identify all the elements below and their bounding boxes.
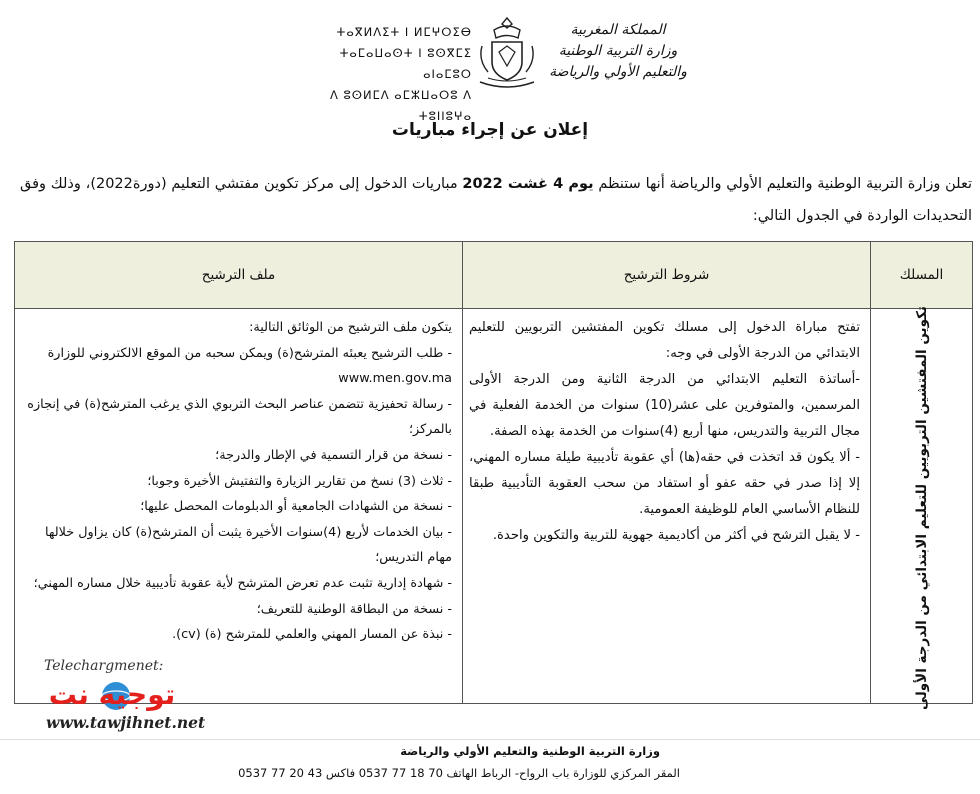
watermark-url[interactable]: www.tawjihnet.net bbox=[46, 713, 206, 732]
tawjihnet-logo bbox=[42, 676, 182, 716]
header-track: المسلك bbox=[871, 242, 973, 309]
intro-text-1: تعلن وزارة التربية الوطنية والتعليم الأولي والرياضة أنها ستنظم bbox=[593, 176, 973, 192]
royal-emblem-icon bbox=[472, 12, 542, 92]
header-file: ملف الترشيح bbox=[15, 242, 463, 309]
file-item: - نسخة من الشهادات الجامعية أو الدبلومات المحصل عليها؛ bbox=[140, 499, 452, 515]
file-item: - رسالة تحفيزية تتضمن عناصر البحث التربوي الذي يرغب المترشح(ة) في إنجازه بالمركز؛ bbox=[27, 396, 452, 438]
file-item: - طلب الترشيح يعبئه المترشح(ة) ويمكن سحبه من الموقع الالكتروني للوزارة www.men.gov.ma bbox=[47, 345, 452, 387]
ministry-header-tifinagh bbox=[322, 22, 472, 127]
track-name: تكوين المفتشين التربويين للتعليم الابتدائي من الدرجة الأولى bbox=[913, 306, 930, 710]
header-line-1: المملكة المغربية bbox=[570, 22, 666, 38]
track-cell bbox=[871, 306, 973, 710]
footer-address: المقر المركزي للوزارة باب الرواح- الرباط الهاتف 70 18 77 0537 فاكس 43 20 77 0537 bbox=[238, 766, 680, 780]
tifinagh-line-2: ⵜⴰⵎⴰⵡⴰⵙⵜ ⵏ ⵓⵙⴳⵎⵉ ⴰⵏⴰⵎⵓⵔ bbox=[339, 46, 472, 81]
condition-item: - ألا يكون قد اتخذت في حقه(ها) أي عقوبة تأديبية طيلة مساره المهني، إلا إذا صدر في حقه عفو أو استفاد من سحب العقوبة التأديبية طبقا للنظام الأساسي العام للوظيفة العمومية. bbox=[469, 450, 860, 517]
file-cell bbox=[15, 309, 463, 704]
tifinagh-line-1: ⵜⴰⴳⵍⴷⵉⵜ ⵏ ⵍⵎⵖⵔⵉⴱ bbox=[336, 25, 472, 39]
file-item: - نبذة عن المسار المهني والعلمي للمترشح (ة) (cv). bbox=[172, 627, 452, 643]
intro-text-2: مباريات الدخول إلى مركز تكوين مفتشي التعليم (دورة2022)، وذلك وفق التحديدات الواردة في الجدول التالي: bbox=[20, 176, 972, 224]
conditions-cell bbox=[463, 309, 871, 704]
file-item: - بيان الخدمات لأربع (4)سنوات الأخيرة يثبت أن المترشح(ة) كان يزاول خلالها مهام التدريس؛ bbox=[44, 524, 452, 566]
file-item: - شهادة إدارية تثبت عدم تعرض المترشح لأية عقوبة تأديبية خلال مساره المهني؛ bbox=[33, 575, 452, 591]
announcement-title: إعلان عن إجراء مباريات bbox=[391, 120, 589, 140]
table-header-row bbox=[15, 242, 973, 309]
file-item: يتكون ملف الترشيح من الوثائق التالية: bbox=[249, 320, 452, 335]
header-conditions: شروط الترشيح bbox=[463, 242, 871, 309]
requirements-table bbox=[14, 241, 973, 710]
tifinagh-line-3: ⴷ ⵓⵙⵍⵎⴷ ⴰⵎⵣⵡⴰⵔⵓ ⴷ ⵜⵓⵏⵏⵓⵖⴰ bbox=[330, 88, 472, 123]
table-row bbox=[15, 309, 973, 704]
header-line-2: وزارة التربية الوطنية bbox=[558, 43, 678, 59]
header-line-3: والتعليم الأولي والرياضة bbox=[549, 64, 687, 80]
logo-text: توجيه نت bbox=[48, 678, 176, 711]
footer-ministry: وزارة التربية الوطنية والتعليم الأولي والرياضة bbox=[400, 744, 660, 758]
condition-item: تفتح مباراة الدخول إلى مسلك تكوين المفتشين التربويين للتعليم الابتدائي من الدرجة الأولى في وجه: bbox=[469, 320, 860, 361]
condition-item: - لا يقبل الترشح في أكثر من أكاديمية جهوية للتربية والتكوين واحدة. bbox=[492, 528, 860, 543]
condition-item: -أساتذة التعليم الابتدائي من الدرجة الثانية ومن الدرجة الأولى المرسمين، والمتوفرين على عشر(10) سنوات من الخدمة الفعلية في مجال التربية والتدريس، منها أربع (4)سنوات من الخدمة بهذه الصفة. bbox=[469, 372, 860, 439]
intro-date: يوم 4 غشت 2022 bbox=[462, 176, 594, 192]
intro-paragraph bbox=[20, 168, 972, 232]
file-item: - نسخة من البطاقة الوطنية للتعريف؛ bbox=[256, 601, 452, 617]
watermark-download-label: Telechargmenet: bbox=[44, 658, 164, 674]
file-item: - ثلاث (3) نسخ من تقارير الزيارة والتفتيش الأخيرة وجوبا؛ bbox=[147, 473, 452, 489]
footer-divider bbox=[0, 739, 980, 740]
ministry-header-arabic bbox=[538, 20, 698, 83]
file-item: - نسخة من قرار التسمية في الإطار والدرجة؛ bbox=[215, 447, 452, 463]
